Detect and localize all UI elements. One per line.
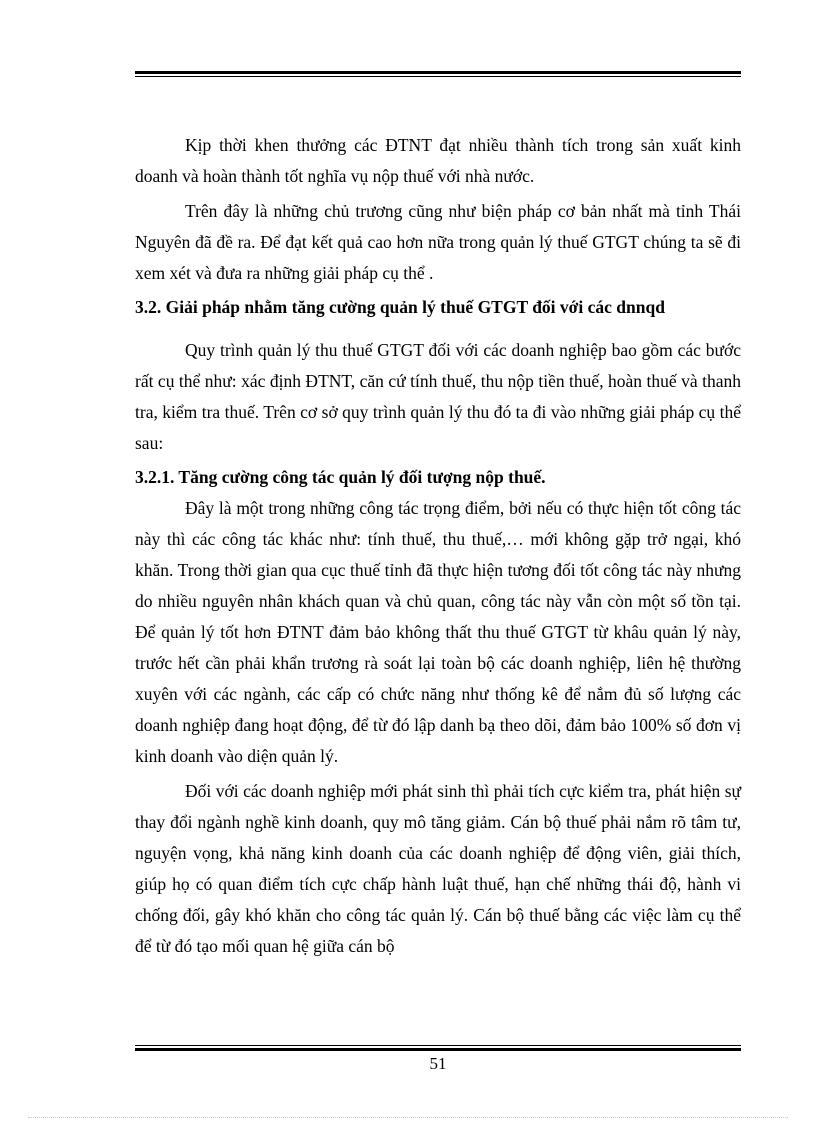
- header-rule: [135, 71, 741, 77]
- page-content: [135, 130, 741, 962]
- page-number: 51: [429, 1054, 447, 1073]
- page-edge-divider: [28, 1117, 788, 1118]
- paragraph: Đối với các doanh nghiệp mới phát sinh thì phải tích cực kiểm tra, phát hiện sự thay đổi ngành nghề kinh doanh, quy mô tăng giảm. Cán bộ thuế phải nắm rõ tâm tư, nguyện vọng, khả năng kinh doanh của các doanh nghiệp để động viên, giải thích, giúp họ có quan điểm tích cực chấp hành luật thuế, hạn chế những thái độ, hành vi chống đối, gây khó khăn cho công tác quản lý. Cán bộ thuế bằng các việc làm cụ thể để từ đó tạo mối quan hệ giữa cán bộ: [135, 781, 741, 956]
- paragraph: Quy trình quản lý thu thuế GTGT đối với các doanh nghiệp bao gồm các bước rất cụ thể như: xác định ĐTNT, căn cứ tính thuế, thu nộp tiền thuế, hoàn thuế và thanh tra, kiểm tra thuế. Trên cơ sở quy trình quản lý thu đó ta đi vào những giải pháp cụ thể sau:: [135, 340, 741, 453]
- paragraph: Đây là một trong những công tác trọng điểm, bởi nếu có thực hiện tốt công tác này thì các công tác khác như: tính thuế, thu thuế,… mới không gặp trở ngại, khó khăn. Trong thời gian qua cục thuế tỉnh đã thực hiện tương đối tốt công tác này nhưng do nhiều nguyên nhân khách quan và chủ quan, công tác này vẫn còn một số tồn tại. Để quản lý tốt hơn ĐTNT đảm bảo không thất thu thuế GTGT từ khâu quản lý này, trước hết cần phải khẩn trương rà soát lại toàn bộ các doanh nghiệp, liên hệ thường xuyên với các ngành, các cấp có chức năng như thống kê để nắm đủ số lượng các doanh nghiệp đang hoạt động, để từ đó lập danh bạ theo dõi, đảm bảo 100% số đơn vị kinh doanh vào diện quản lý.: [135, 498, 741, 766]
- paragraph: Trên đây là những chủ trương cũng như biện pháp cơ bản nhất mà tỉnh Thái Nguyên đã đề ra. Để đạt kết quả cao hơn nữa trong quản lý thuế GTGT chúng ta sẽ đi xem xét và đưa ra những giải pháp cụ thể .: [135, 201, 741, 283]
- footer-rule: [135, 1045, 741, 1051]
- subsection-heading: 3.2.1. Tăng cường công tác quản lý đối tượng nộp thuế.: [135, 467, 546, 487]
- section-heading: 3.2. Giải pháp nhằm tăng cường quản lý thuế GTGT đối với các dnnqd: [135, 297, 665, 317]
- paragraph: Kịp thời khen thưởng các ĐTNT đạt nhiều thành tích trong sản xuất kinh doanh và hoàn thành tốt nghĩa vụ nộp thuế với nhà nước.: [135, 135, 741, 186]
